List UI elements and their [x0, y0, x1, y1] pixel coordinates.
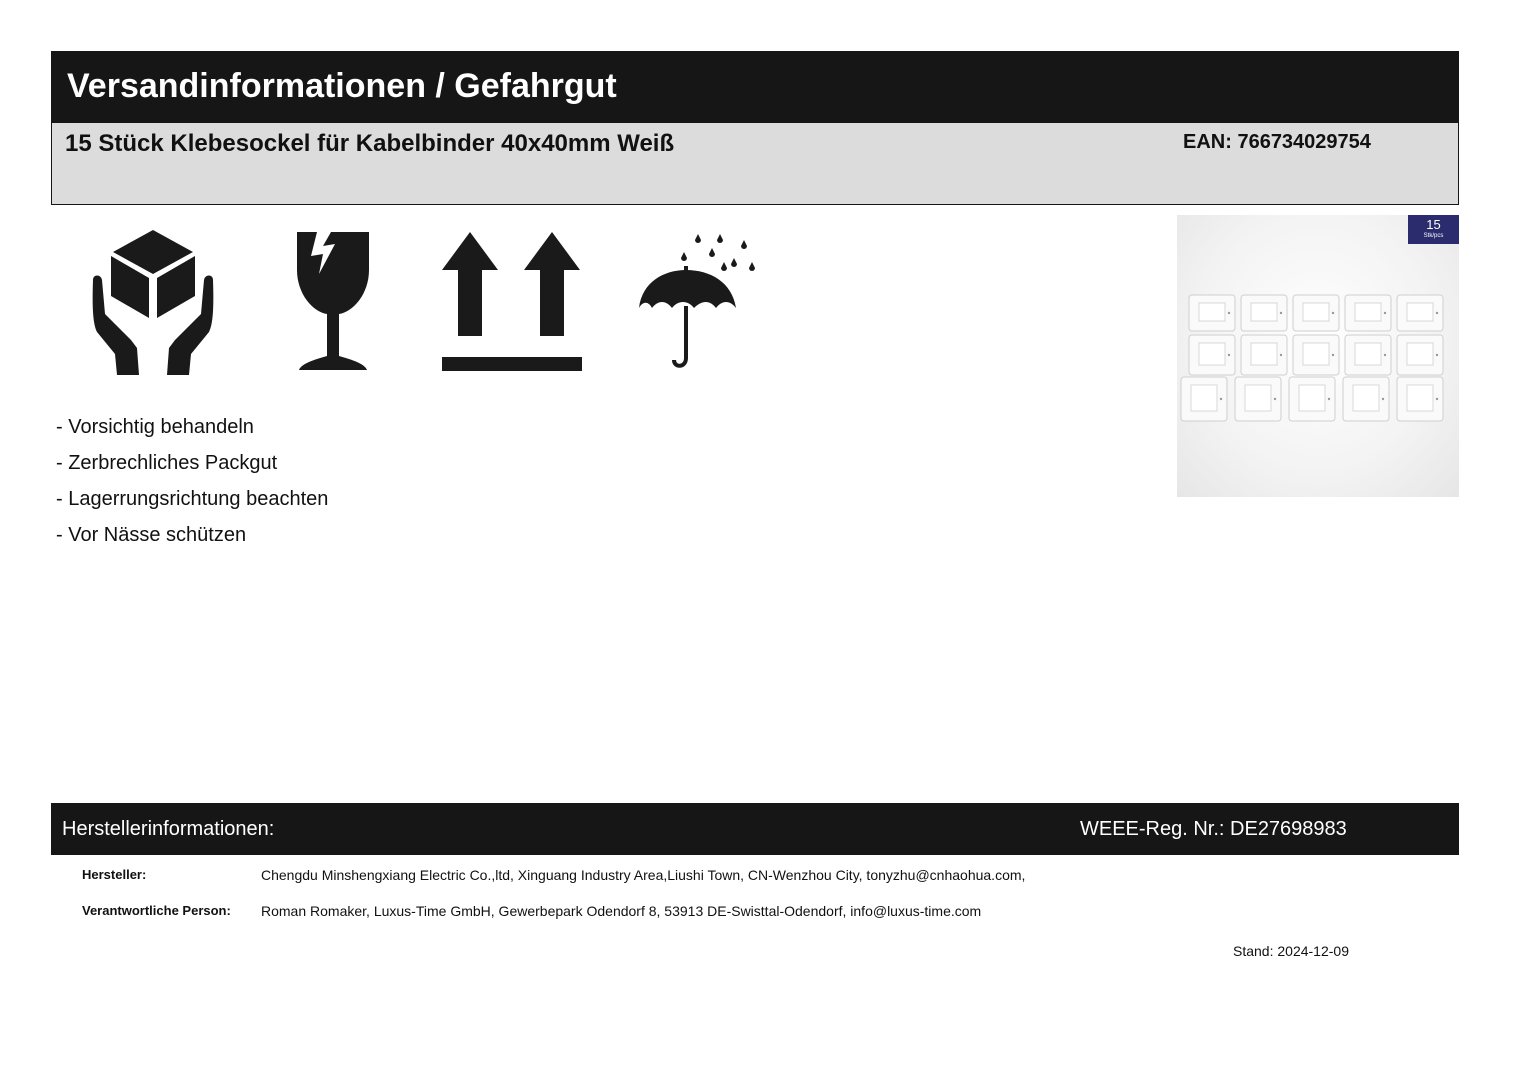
responsible-person-label: Verantwortliche Person:	[82, 903, 231, 918]
responsible-person-value: Roman Romaker, Luxus-Time GmbH, Gewerbepark Odendorf 8, 53913 DE-Swisttal-Odendorf, info@luxus-time.com	[261, 903, 982, 919]
this-way-up-icon	[442, 232, 582, 372]
mount-piece-top	[1251, 303, 1277, 321]
badge-unit: Stk/pcs	[1423, 233, 1444, 239]
cable-tie-mounts-image	[1177, 215, 1459, 497]
manufacturer-heading: Herstellerinformationen:	[62, 818, 275, 840]
mount-hole	[1220, 398, 1222, 400]
mount-hole	[1280, 354, 1282, 356]
mount-piece-top	[1407, 303, 1433, 321]
badge-number: 15	[1426, 217, 1441, 232]
mount-hole	[1436, 354, 1438, 356]
mount-hole	[1228, 354, 1230, 356]
mount-hole	[1384, 312, 1386, 314]
mount-hole	[1328, 398, 1330, 400]
mount-piece-top	[1199, 303, 1225, 321]
fragile-glass-icon	[295, 230, 371, 374]
mount-piece-top	[1299, 385, 1325, 411]
mount-hole	[1332, 354, 1334, 356]
stand-date: Stand: 2024-12-09	[1233, 943, 1349, 959]
weee-registration: WEEE-Reg. Nr.: DE27698983	[1080, 818, 1347, 840]
quantity-badge	[1408, 215, 1459, 244]
warning-item: - Vor Nässe schützen	[56, 524, 247, 546]
manufacturer-label: Hersteller:	[82, 867, 147, 882]
title-bar	[51, 51, 1459, 123]
mount-hole	[1384, 354, 1386, 356]
warning-item: - Vorsichtig behandeln	[56, 416, 254, 438]
mount-hole	[1274, 398, 1276, 400]
product-bar	[51, 123, 1459, 205]
mount-hole	[1382, 398, 1384, 400]
mount-piece-top	[1355, 343, 1381, 365]
mount-hole	[1228, 312, 1230, 314]
mount-piece-top	[1303, 303, 1329, 321]
warning-item: - Zerbrechliches Packgut	[56, 452, 278, 474]
mount-hole	[1436, 398, 1438, 400]
mount-piece-top	[1353, 385, 1379, 411]
product-photo	[1177, 215, 1459, 497]
mount-piece-top	[1245, 385, 1271, 411]
manufacturer-value: Chengdu Minshengxiang Electric Co.,ltd, Xinguang Industry Area,Liushi Town, CN-Wenzhou City, tonyzhu@cnhaohua.com,	[261, 867, 1026, 883]
page-title: Versandinformationen / Gefahrgut	[67, 67, 617, 105]
warning-item: - Lagerrungsrichtung beachten	[56, 488, 329, 510]
handle-with-care-icon	[91, 228, 215, 376]
mount-piece-top	[1407, 385, 1433, 411]
ean-number: EAN: 766734029754	[1183, 131, 1371, 153]
mount-piece-top	[1251, 343, 1277, 365]
mount-piece-top	[1355, 303, 1381, 321]
product-name: 15 Stück Klebesockel für Kabelbinder 40x40mm Weiß	[65, 130, 675, 157]
mount-piece-top	[1191, 385, 1217, 411]
mount-hole	[1436, 312, 1438, 314]
keep-dry-umbrella-icon	[638, 230, 756, 372]
mount-piece-top	[1199, 343, 1225, 365]
mount-piece-top	[1407, 343, 1433, 365]
mount-piece-top	[1303, 343, 1329, 365]
mount-hole	[1332, 312, 1334, 314]
handling-warnings	[56, 412, 328, 556]
mount-hole	[1280, 312, 1282, 314]
manufacturer-bar	[51, 803, 1459, 855]
